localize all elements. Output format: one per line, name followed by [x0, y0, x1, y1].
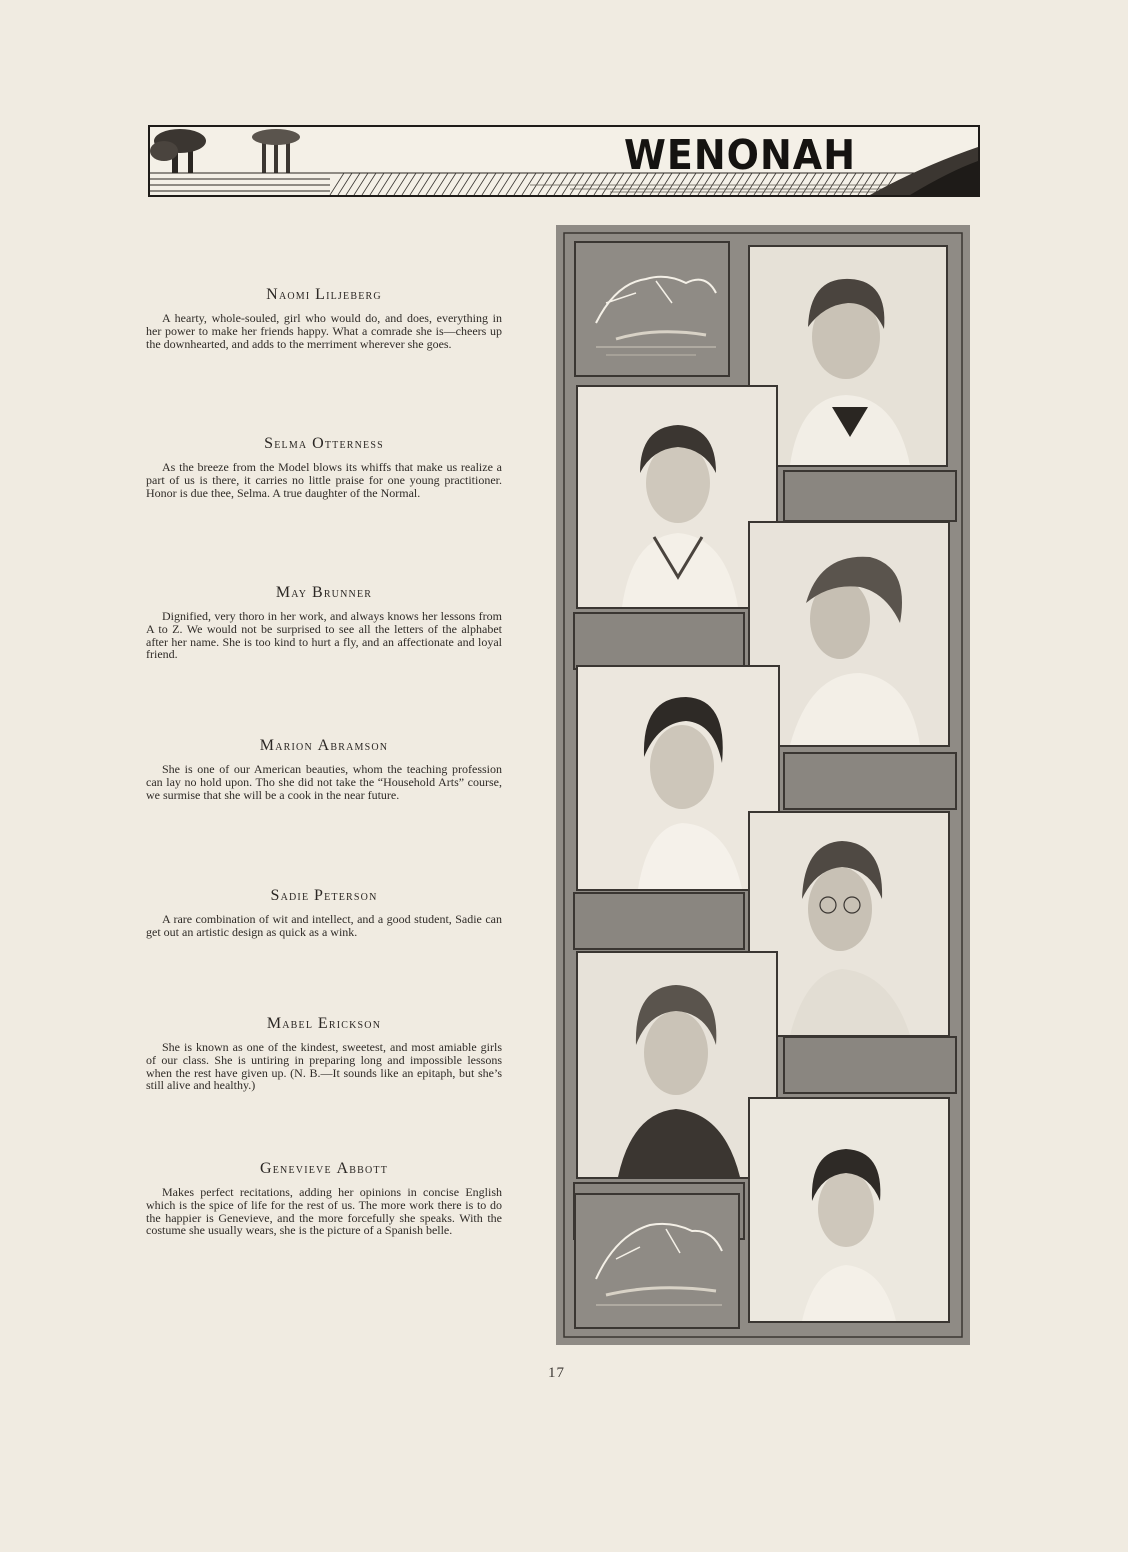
bio-text: As the breeze from the Model blows its whiffs that make us realize a part of us is there, it carries no little praise for one young practitioner. Honor is due thee, Selma. A true daughter of the Normal. — [146, 460, 502, 500]
bio-entry — [146, 887, 502, 939]
bio-entry — [146, 435, 502, 499]
bio-entry — [146, 737, 502, 801]
bio-entry — [146, 584, 502, 661]
bio-text: A hearty, whole-souled, girl who would do, and does, everything in her power to make her friends happy. What a comrade she is—cheers up the downhearted, and adds to the merriment wherever she goes. — [146, 311, 502, 351]
bio-entry — [146, 1160, 502, 1237]
portrait-photo — [748, 245, 948, 467]
sketch-illustration — [574, 241, 730, 377]
sketch-illustration — [574, 1193, 740, 1329]
bio-name: Marion Abramson — [259, 737, 389, 754]
bio-name: Sadie Peterson — [270, 887, 378, 904]
photo-panel — [556, 225, 970, 1345]
bio-text: She is one of our American beauties, whom the teaching profession can lay no hold upon. Tho she did not take the “Household Arts” course, we surmise that she will be a cook in the near future. — [146, 762, 502, 802]
portrait-photo — [748, 1097, 950, 1323]
page-header-title: WENONAH — [624, 131, 856, 179]
bio-text: Makes perfect recitations, adding her opinions in concise English which is the spice of life for the rest of us. The more work there is to do the happier is Genevieve, and the more forcefully she speaks. With the costume she usually wears, she is the picture of a Spanish belle. — [146, 1185, 502, 1238]
bio-entry — [146, 286, 502, 350]
bio-text: Dignified, very thoro in her work, and always knows her lessons from A to Z. We would not be surprised to see all the letters of the alphabet after her name. She is too kind to hurt a fly, and an affectionate and loyal friend. — [146, 609, 502, 662]
bio-name: Mabel Erickson — [266, 1015, 382, 1032]
bio-name: Selma Otterness — [264, 435, 384, 452]
bio-name: Genevieve Abbott — [259, 1160, 389, 1177]
bio-name: May Brunner — [275, 584, 373, 601]
portrait-photo — [748, 811, 950, 1037]
bio-entry — [146, 1015, 502, 1092]
page-number: 17 — [548, 1365, 565, 1381]
bio-text: A rare combination of wit and intellect, and a good student, Sadie can get out an artistic design as quick as a wink. — [146, 912, 502, 939]
bio-text: She is known as one of the kindest, sweetest, and most amiable girls of our class. She is untiring in preparing long and impossible lessons when the rest have given up. (N. B.—It sounds like an epitaph, but she’s still alive and healthy.) — [146, 1040, 502, 1093]
header-banner — [148, 125, 980, 197]
bio-name: Naomi Liljeberg — [266, 286, 382, 303]
